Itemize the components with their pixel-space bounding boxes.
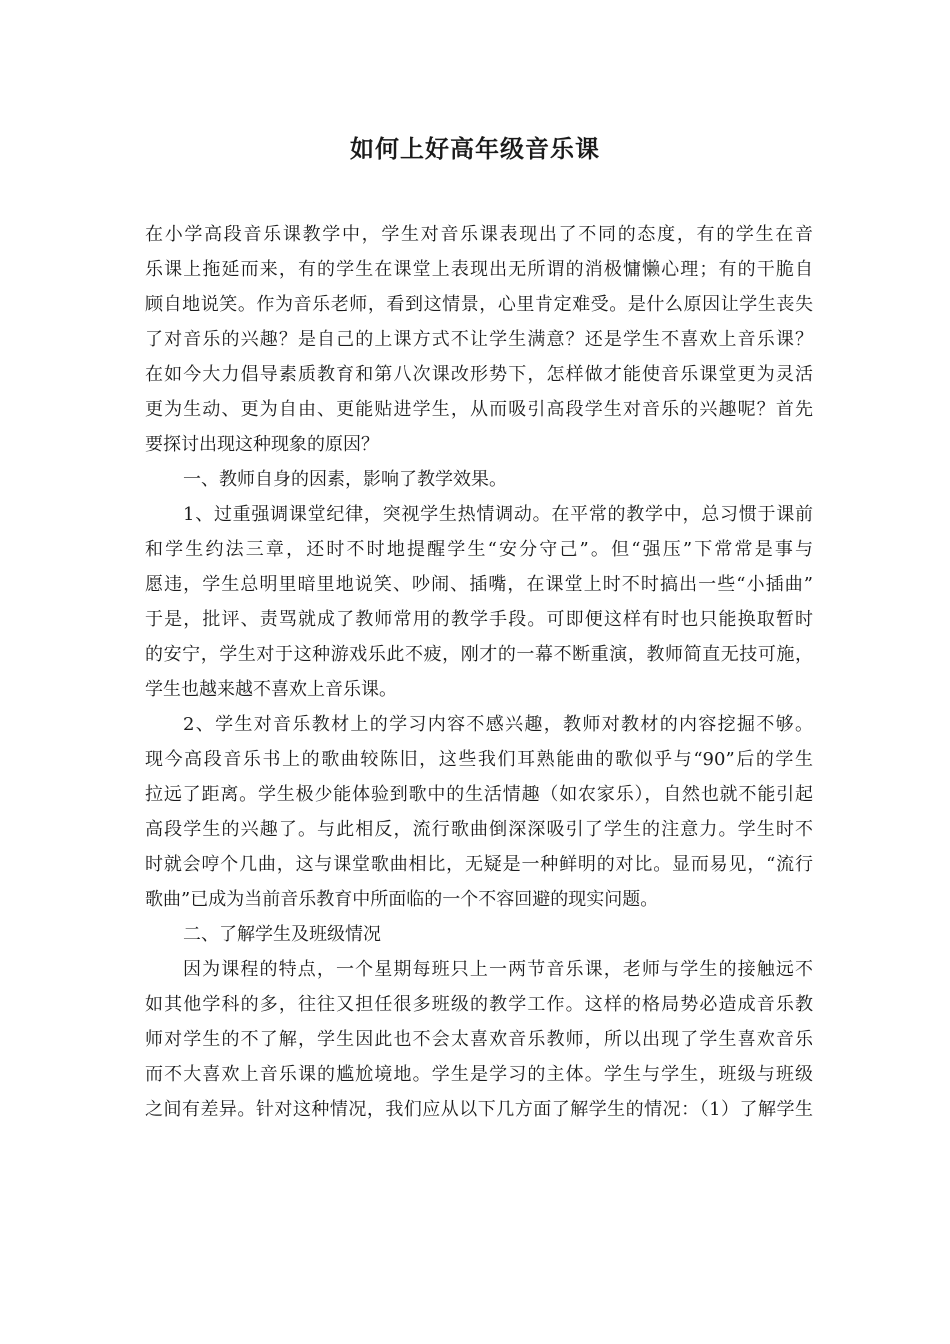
paragraph-line: 之间有差异。针对这种情况，我们应从以下几方面了解学生的情况：（1）了解学生 (145, 1099, 813, 1120)
paragraph-line: 在如今大力倡导素质教育和第八次课改形势下，怎样做才能使音乐课堂更为灵活 (145, 364, 813, 385)
paragraph-line: 于是，批评、责骂就成了教师常用的教学手段。可即便这样有时也只能换取暂时 (145, 609, 813, 630)
paragraph-line: 乐课上拖延而来，有的学生在课堂上表现出无所谓的消极慵懒心理；有的干脆自 (145, 259, 813, 280)
paragraph-line: 愿违，学生总明里暗里地说笑、吵闹、插嘴，在课堂上时不时搞出一些“小插曲” (145, 574, 813, 595)
paragraph-line: 顾自地说笑。作为音乐老师，看到这情景，心里肯定难受。是什么原因让学生丧失 (145, 294, 813, 315)
paragraph-line: 时就会哼个几曲，这与课堂歌曲相比，无疑是一种鲜明的对比。显而易见，“流行 (145, 854, 813, 875)
paragraph-line: 拉远了距离。学生极少能体验到歌中的生活情趣（如农家乐），自然也就不能引起 (145, 784, 813, 805)
paragraph-line: 因为课程的特点，一个星期每班只上一两节音乐课，老师与学生的接触远不 (183, 959, 813, 980)
paragraph-line: 在小学高段音乐课教学中，学生对音乐课表现出了不同的态度，有的学生在音 (145, 224, 813, 245)
paragraph-line: 2、学生对音乐教材上的学习内容不感兴趣，教师对教材的内容挖掘不够。 (183, 714, 813, 735)
paragraph-line: 如其他学科的多，往往又担任很多班级的教学工作。这样的格局势必造成音乐教 (145, 994, 813, 1015)
paragraph-line: 要探讨出现这种现象的原因？ (145, 434, 379, 455)
section-heading: 一、教师自身的因素，影响了教学效果。 (183, 469, 507, 490)
paragraph-line: 了对音乐的兴趣？是自己的上课方式不让学生满意？还是学生不喜欢上音乐课？ (145, 329, 813, 350)
paragraph-line: 高段学生的兴趣了。与此相反，流行歌曲倒深深吸引了学生的注意力。学生时不 (145, 819, 813, 840)
paragraph-line: 歌曲”已成为当前音乐教育中所面临的一个不容回避的现实问题。 (145, 889, 659, 910)
paragraph-line: 和学生约法三章，还时不时地提醒学生“安分守己”。但“强压”下常常是事与 (145, 539, 813, 560)
paragraph-line: 1、过重强调课堂纪律，突视学生热情调动。在平常的教学中，总习惯于课前 (183, 504, 813, 525)
paragraph-line: 更为生动、更为自由、更能贴进学生，从而吸引高段学生对音乐的兴趣呢？首先 (145, 399, 813, 420)
paragraph-line: 现今高段音乐书上的歌曲较陈旧，这些我们耳熟能曲的歌似乎与“90”后的学生 (145, 749, 813, 770)
section-heading: 二、了解学生及班级情况 (183, 924, 381, 945)
paragraph-line: 学生也越来越不喜欢上音乐课。 (145, 679, 397, 700)
paragraph-line: 师对学生的不了解，学生因此也不会太喜欢音乐教师，所以出现了学生喜欢音乐 (145, 1029, 813, 1050)
paragraph-line: 而不大喜欢上音乐课的尴尬境地。学生是学习的主体。学生与学生，班级与班级 (145, 1064, 813, 1085)
paragraph-line: 的安宁，学生对于这种游戏乐此不疲，刚才的一幕不断重演，教师简直无技可施， (145, 644, 813, 665)
page-title: 如何上好高年级音乐课 (350, 135, 600, 163)
